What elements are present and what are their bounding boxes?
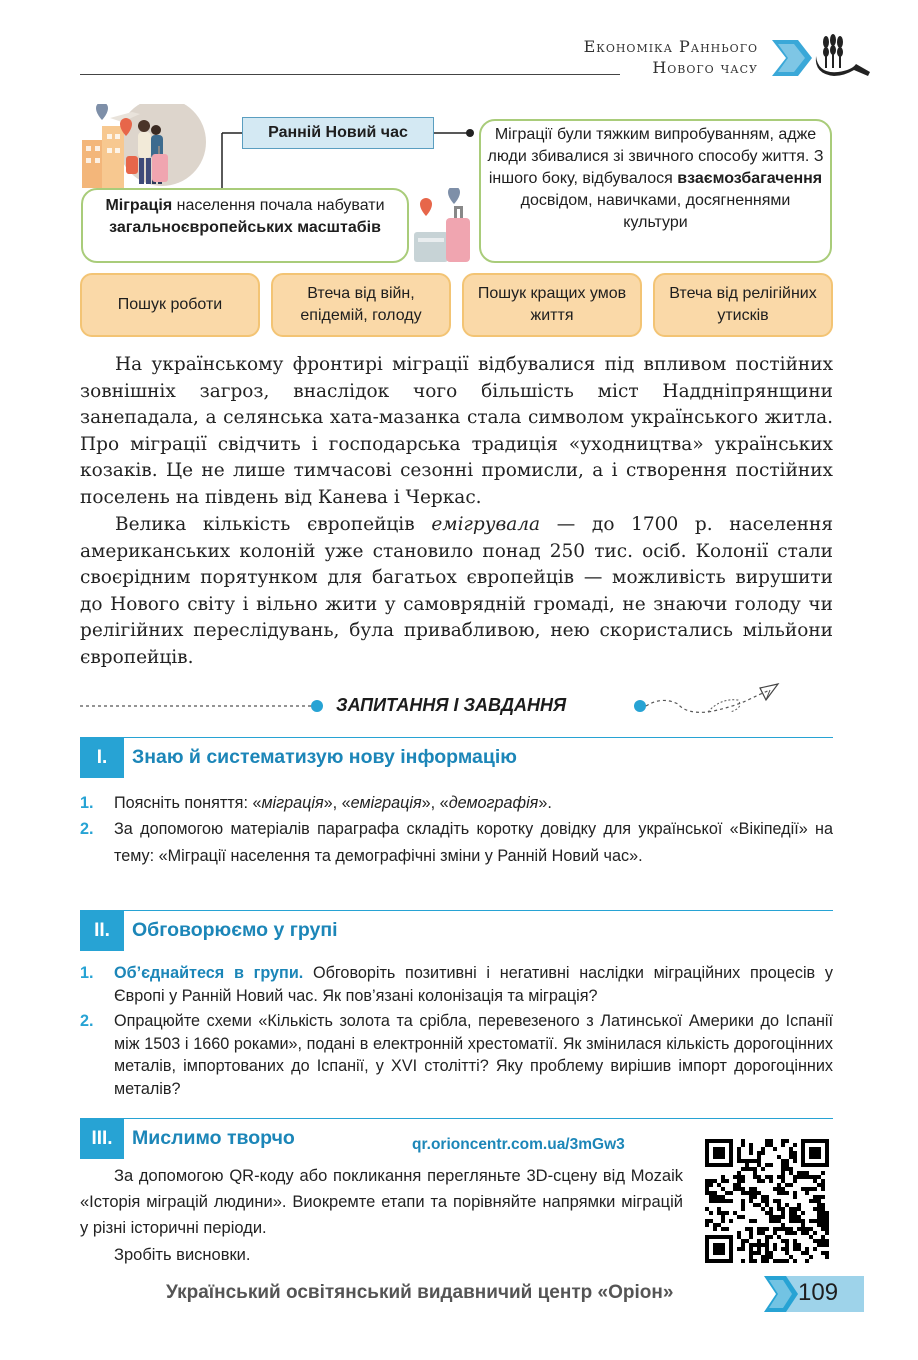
section-title: Обговорюємо у групі: [132, 919, 338, 941]
consequences-text1: Міграції були тяжким випробуванням, адже люди збивалися зі звичного способу життя. З іншого боку, відбувалося: [487, 126, 824, 187]
section-rule: [80, 910, 833, 911]
task-text: [114, 790, 833, 816]
term-emigration: еміграція: [350, 794, 422, 812]
task-text-part: Обговоріть позитивні і негативні наслідки міграційних процесів у Європі у Ранній Новий час. Як пов’язані колонізація та міграція?: [114, 964, 833, 1005]
header-line1: Економіка Раннього: [583, 37, 758, 56]
questions-title: ЗАПИТАННЯ І ЗАВДАННЯ: [336, 695, 567, 715]
migration-box-bold2: загальноєвропейських масштабів: [109, 219, 381, 236]
task-text: [114, 962, 833, 1007]
section-title: Знаю й систематизую нову інформацію: [132, 746, 517, 768]
migration-box-bold1: Міграція: [105, 197, 173, 214]
creative-task-text: За допомогою QR-коду або покликання перегляньте 3D-сцену від Mozaik «Історія міграцій людини». Виокремте етапи та порівняйте напрямки міграцій у різні історичні періоди.: [80, 1167, 683, 1237]
reason-box: Втеча від релігійних утисків: [653, 273, 833, 337]
task-number: 1.: [80, 964, 94, 982]
consequences-bold: взаємозбагачення: [677, 170, 823, 187]
task-text-part: », «: [323, 794, 351, 812]
header-line2: Нового часу: [652, 58, 758, 77]
section-title: Мислимо творчо: [132, 1127, 295, 1149]
task-text-part: Поясніть поняття: «: [114, 794, 262, 812]
task-item: [80, 962, 833, 1007]
paragraph-emigration-b: — до 1700 р. населення американських колоній уже становило понад 250 тис. осіб. Колонії стали своєрідним порятунком для багатьох європейців — можливість вирушити до Нового світу і вільно жити у самоврядній громаді, не знаючи голоду чи релігійних переслідувань, була привабливою, нею скористались мільйони європейців.: [80, 514, 834, 668]
task-text-part: », «: [421, 794, 449, 812]
qr-code[interactable]: [705, 1139, 829, 1263]
era-label: Ранній Новий час: [242, 117, 434, 149]
task-text: Опрацюйте схеми «Кількість золота та срібла, перевезеного з Латинської Америки до Іспанії між 1503 і 1660 роками», подані в електронній хрестоматії. Як змінилася кількість дорогоцінних металів, імпортованих до Іспанії, у XVI столітті? Яку проблему вирішив імпорт дорогоцінних металів?: [114, 1012, 833, 1098]
paragraph-emigration-a: Велика кількість європейців: [115, 514, 432, 535]
task-item: [80, 816, 833, 869]
term-demography: демографія: [448, 794, 539, 812]
reason-box: Пошук кращих умов життя: [462, 273, 642, 337]
reason-box: Втеча від війн, епідемій, голоду: [271, 273, 451, 337]
section-number: I.: [80, 738, 124, 778]
section-number: II.: [80, 911, 124, 951]
task-text-part: ».: [538, 794, 552, 812]
publisher-footer: Український освітянський видавничий центр «Оріон»: [166, 1282, 674, 1303]
reason-box: Пошук роботи: [80, 273, 260, 337]
task-item: [80, 790, 833, 816]
task-item: [80, 1010, 833, 1100]
task-number: 2.: [80, 1012, 94, 1030]
task-text: За допомогою матеріалів параграфа складіть коротку довідку для української «Вікіпедії» на тему: «Міграції населення та демографічні зміни у Ранній Новий час».: [114, 820, 833, 865]
paragraph-frontier: На українському фронтирі міграції відбувалися під впливом постійних зовнішніх загроз, внаслідок чого більшість міст Наддніпрянщини занепадала, а селянська хата-мазанка стала символом українського житла. Про міграції свідчить і господарська традиція «уходництва» українських козаків. Це не лише тимчасові сезонні промисли, а і створення постійних поселень на південь від Канева і Черкас.: [80, 354, 833, 508]
term-emigrated: емігрувала: [431, 514, 541, 535]
section-rule: [80, 737, 833, 738]
page-number: 109: [798, 1279, 839, 1306]
term-migration: міграція: [261, 794, 324, 812]
task-number: 1.: [80, 794, 94, 812]
creative-task-conclusion: Зробіть висновки.: [114, 1246, 251, 1264]
section-rule: [80, 1118, 833, 1119]
task-highlight: Об’єднайтеся в групи.: [114, 964, 304, 982]
migration-box-text: населення почала набувати: [172, 197, 385, 214]
task-number: 2.: [80, 820, 94, 838]
section-number: III.: [80, 1119, 124, 1159]
consequences-text2: досвідом, навичками, досягненнями культури: [520, 192, 791, 231]
qr-link[interactable]: qr.orioncentr.com.ua/3mGw3: [412, 1136, 625, 1153]
